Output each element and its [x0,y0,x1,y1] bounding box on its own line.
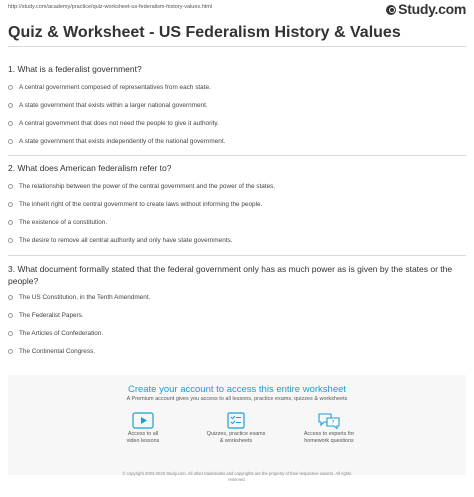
title-divider [8,46,466,47]
question-1-text: 1. What is a federalist government? [8,64,142,74]
study-logo-icon [386,5,396,15]
question-divider [8,155,466,156]
feature-label: Access to all video lessons [126,431,160,444]
svg-text:?: ? [331,419,335,427]
page-title: Quiz & Worksheet - US Federalism History & Values [8,24,401,41]
radio-button-icon[interactable] [8,184,13,189]
radio-button-icon[interactable] [8,202,13,207]
cta-title[interactable]: Create your account to access this entire worksheet [127,384,347,395]
feature-label: Quizzes, practice exams & worksheets [206,431,266,444]
logo-text: Study.com [398,1,466,17]
question-2-text: 2. What does American federalism refer to? [8,163,172,173]
radio-button-icon[interactable] [8,313,13,318]
radio-button-icon[interactable] [8,139,13,144]
quiz-icon [225,412,247,429]
copyright-footer: © copyright 2003-2020 Study.com. All other trademarks and copyrights are the property of their respective owners. All rights reserved. [122,471,352,482]
radio-button-icon[interactable] [8,85,13,90]
feature-experts [289,412,369,445]
question-divider [8,255,466,256]
radio-button-icon[interactable] [8,220,13,225]
feature-video-lessons [103,412,183,445]
radio-button-icon[interactable] [8,331,13,336]
premium-cta-panel [8,375,466,475]
page-url: http://study.com/academy/practice/quiz-worksheet-us-federalism-history-values.html [8,4,213,10]
video-lesson-icon [132,412,154,429]
radio-button-icon[interactable] [8,103,13,108]
radio-button-icon[interactable] [8,295,13,300]
feature-label: Access to experts for homework questions [303,431,355,444]
radio-button-icon[interactable] [8,121,13,126]
page-header [0,0,474,18]
radio-button-icon[interactable] [8,238,13,243]
expert-chat-icon [318,412,340,429]
question-3-text: 3. What document formally stated that the federal government only has as much power as is given by the states or the people? [8,264,453,286]
radio-button-icon[interactable] [8,349,13,354]
study-logo[interactable] [386,1,466,17]
cta-subtitle: A Premium account gives you access to all lessons, practice exams, quizzes & worksheets [126,396,348,402]
feature-quizzes [196,412,276,445]
